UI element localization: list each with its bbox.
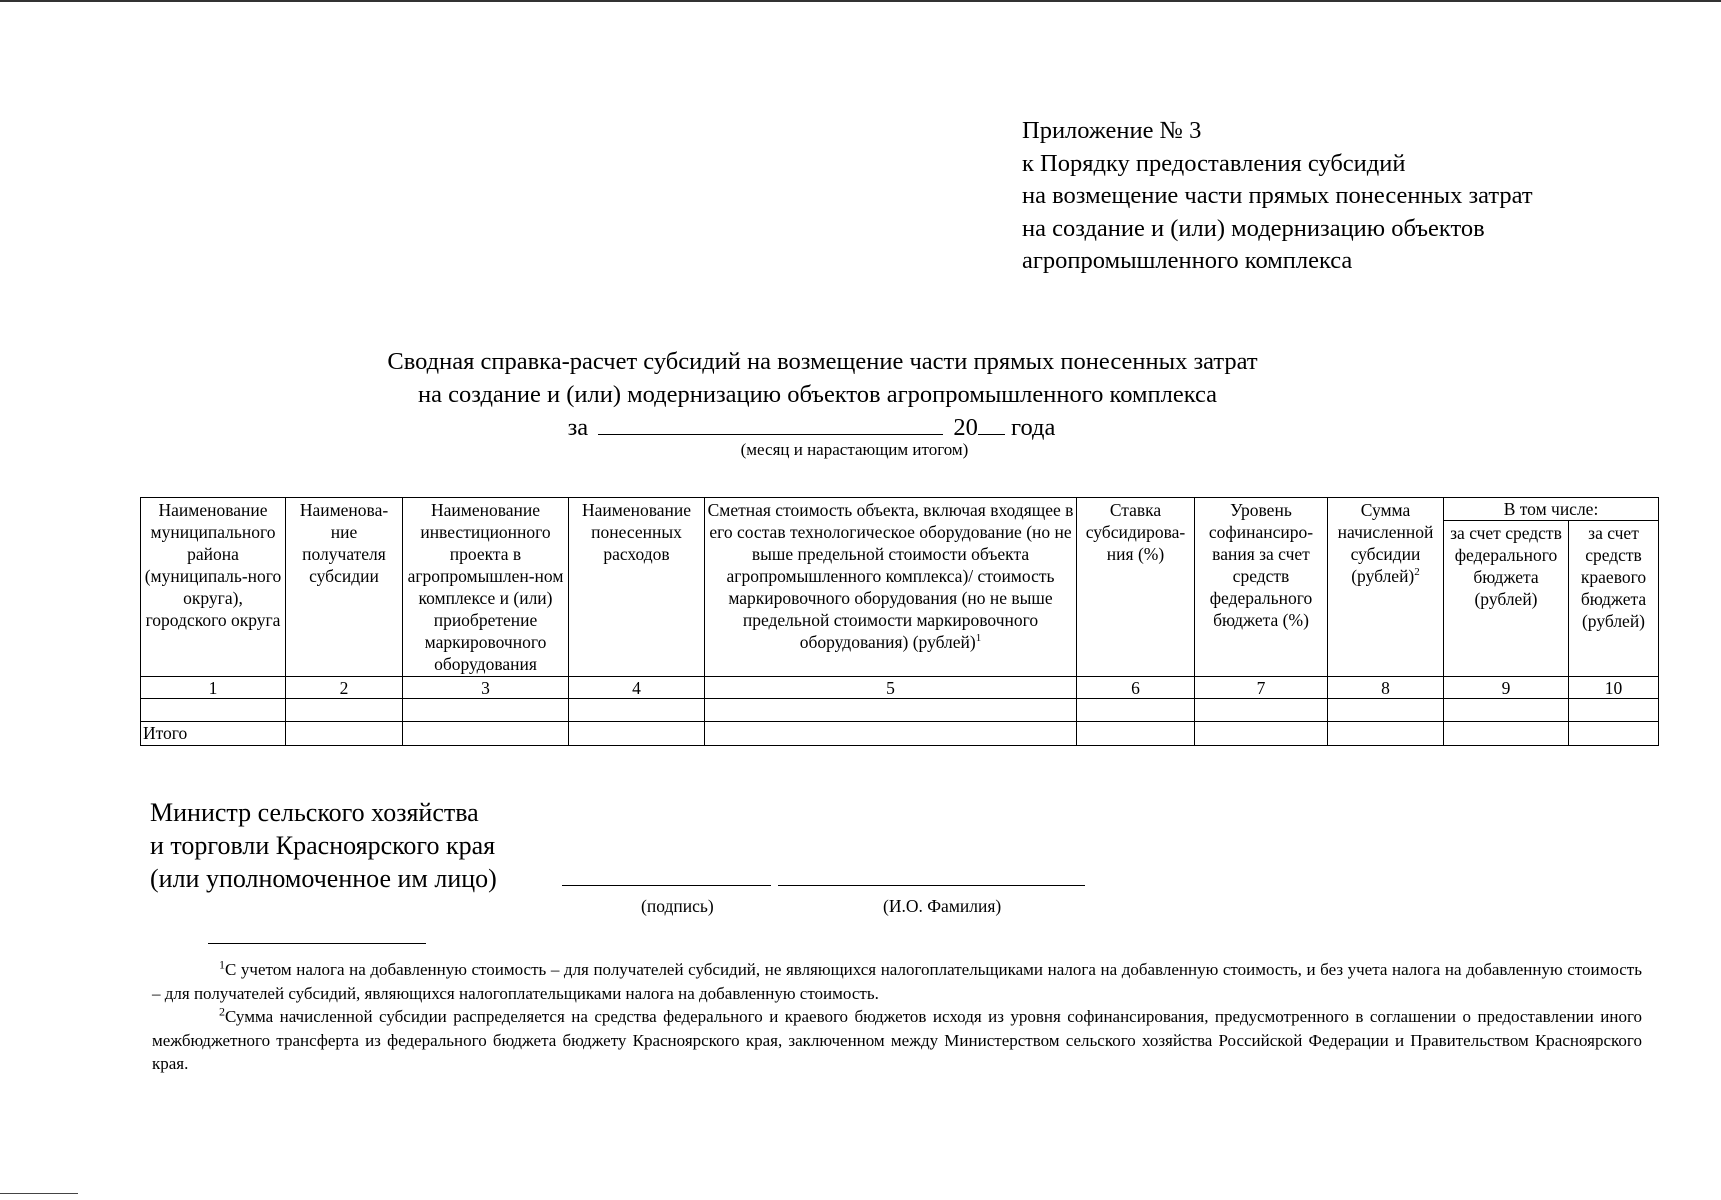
header-recipient: Наименова-ние получателя субсидии	[286, 498, 403, 677]
period-year-blank[interactable]	[978, 414, 1005, 435]
table-cell[interactable]	[1077, 699, 1195, 722]
column-numbers-row	[141, 677, 1659, 699]
footnote	[152, 958, 1642, 1005]
header-estimated-cost-text: Сметная стоимость объекта, включая входящее в его состав технологическое оборудование (но не выше предельной стоимости объекта агропромышленного комплекса)/ стоимость маркировочного оборудования (но не выше предельной стоимости маркировочного оборудования) (рублей)	[707, 500, 1074, 652]
header-estimated-cost	[705, 498, 1077, 677]
scan-edge-top	[0, 0, 1721, 2]
footnote-text: Сумма начисленной субсидии распределяется на средства федерального и краевого бюджетов исходя из уровня софинансирования, предусмотренного в соглашении о предоставлении иного межбюджетного трансферта из федерального бюджета бюджету Красноярского края, заключенном между Министерством сельского хозяйства Российской Федерации и Правительством Красноярского края.	[152, 1007, 1642, 1073]
scan-edge-bottom-left	[0, 1193, 78, 1194]
table-cell[interactable]	[705, 722, 1077, 746]
table-cell[interactable]	[1569, 722, 1659, 746]
table-cell[interactable]	[403, 722, 569, 746]
table-cell[interactable]	[1195, 722, 1328, 746]
title-line-1: Сводная справка-расчет субсидий на возмещение части прямых понесенных затрат	[387, 348, 1258, 375]
footnote-divider	[208, 943, 426, 944]
table-cell[interactable]	[141, 699, 286, 722]
data-row-empty	[141, 699, 1659, 722]
table-cell[interactable]	[286, 699, 403, 722]
name-field[interactable]	[778, 885, 1085, 886]
appendix-line: Приложение № 3	[1022, 117, 1202, 144]
column-number: 9	[1444, 677, 1569, 699]
total-row	[141, 722, 1659, 746]
footnote-text: С учетом налога на добавленную стоимость – для получателей субсидий, не являющихся налогоплательщиками налога на добавленную стоимость, и без учета налога на добавленную стоимость – для получателей субсидий, являющихся налогоплательщиками налога на добавленную стоимость.	[152, 960, 1642, 1003]
name-hint: (И.О. Фамилия)	[883, 896, 1002, 916]
table-cell[interactable]	[286, 722, 403, 746]
subsidy-calculation-table	[140, 497, 1659, 746]
table-cell[interactable]	[569, 722, 705, 746]
signature-field[interactable]	[562, 885, 771, 886]
column-number: 6	[1077, 677, 1195, 699]
period-hint-text: (месяц и нарастающим итогом)	[740, 440, 969, 459]
table-cell[interactable]	[1328, 722, 1444, 746]
header-subsidy-rate: Ставка субсидирова-ния (%)	[1077, 498, 1195, 677]
table-cell[interactable]	[1569, 699, 1659, 722]
column-number: 3	[403, 677, 569, 699]
appendix-line: на возмещение части прямых понесенных затрат	[1022, 182, 1533, 209]
footnote-mark: 1	[219, 957, 225, 972]
table-cell[interactable]	[569, 699, 705, 722]
header-subsidy-amount-text: Сумма начисленной субсидии (рублей)	[1337, 500, 1434, 586]
footnote-ref: 1	[975, 632, 982, 645]
appendix-line: на создание и (или) модернизацию объектов	[1022, 214, 1485, 242]
footnote	[152, 1005, 1642, 1076]
signer-line: и торговли Красноярского края	[150, 831, 496, 860]
header-municipality: Наименование муниципального района (муниципаль-ного округа), городского округа	[141, 498, 286, 677]
signer-line: (или уполномоченное им лицо)	[150, 864, 497, 893]
footnote-mark: 2	[219, 1004, 225, 1019]
signer-block	[150, 796, 497, 895]
header-including-group: В том числе:	[1444, 498, 1659, 521]
table-cell[interactable]	[1328, 699, 1444, 722]
column-number: 2	[286, 677, 403, 699]
signature-hint: (подпись)	[641, 896, 714, 916]
period-prefix: за	[567, 414, 589, 441]
column-number: 1	[141, 677, 286, 699]
table-cell[interactable]	[705, 699, 1077, 722]
footnotes	[152, 958, 1642, 1076]
column-number: 8	[1328, 677, 1444, 699]
period-year-prefix: 20	[953, 414, 978, 441]
document-title	[0, 345, 1721, 444]
header-subsidy-amount	[1328, 498, 1444, 677]
header-row	[141, 498, 1659, 521]
header-regional-budget: за счет средств краевого бюджета (рублей)	[1569, 521, 1659, 677]
signer-line: Министр сельского хозяйства	[150, 798, 479, 827]
appendix-line: к Порядку предоставления субсидий	[1022, 149, 1406, 177]
appendix-line: агропромышленного комплекса	[1022, 247, 1353, 274]
column-number: 7	[1195, 677, 1328, 699]
appendix-header	[1022, 115, 1533, 278]
period-suffix: года	[1011, 414, 1056, 441]
period-hint	[0, 440, 1721, 460]
column-number: 5	[705, 677, 1077, 699]
period-month-blank[interactable]	[598, 412, 943, 435]
header-federal-budget: за счет средств федерального бюджета (рублей)	[1444, 521, 1569, 677]
title-line-2: на создание и (или) модернизацию объектов агропромышленного комплекса	[417, 381, 1218, 408]
table-cell[interactable]	[403, 699, 569, 722]
total-label: Итого	[141, 722, 286, 746]
column-number: 4	[569, 677, 705, 699]
table-cell[interactable]	[1195, 699, 1328, 722]
table-cell[interactable]	[1077, 722, 1195, 746]
footnote-ref: 2	[1414, 566, 1420, 579]
header-expenses: Наименование понесенных расходов	[569, 498, 705, 677]
table-cell[interactable]	[1444, 722, 1569, 746]
header-cofinancing-level: Уровень софинансиро-вания за счет средств федерального бюджета (%)	[1195, 498, 1328, 677]
column-number: 10	[1569, 677, 1659, 699]
header-project: Наименование инвестиционного проекта в агропромышлен-ном комплексе и (или) приобретение маркировочного оборудования	[403, 498, 569, 677]
table-cell[interactable]	[1444, 699, 1569, 722]
